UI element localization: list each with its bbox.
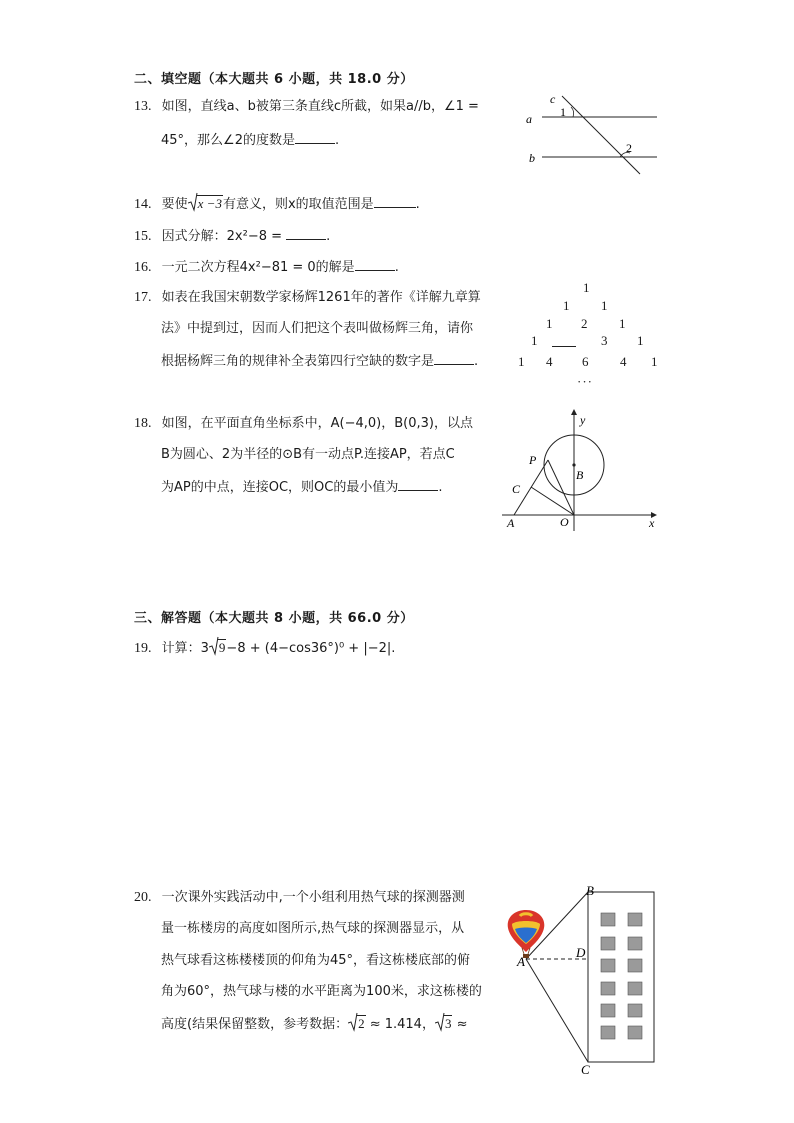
question-18-line2: B为圆心、2为半径的⊙B有一动点P.连接AP，若点C (161, 447, 455, 462)
question-20-line3: 热气球看这栋楼楼顶的仰角为45°，看这栋楼底部的俯 (161, 953, 471, 968)
question-17-line1: 如表在我国宋朝数学家杨辉1261年的著作《详解九章算 (161, 290, 481, 305)
question-18 (134, 415, 473, 432)
window (628, 959, 642, 972)
window (628, 1026, 642, 1039)
yanghui-triangle (505, 280, 675, 400)
balloon-icon (508, 910, 545, 958)
question-13-line2-wrap (161, 131, 339, 149)
radical-sign (209, 636, 219, 656)
question-18-line1: 如图，在平面直角坐标系中，A(−4,0)，B(0,3)，以点 (161, 416, 473, 431)
label-B: B (576, 468, 584, 482)
question-13-line2: 45°，那么∠2的度数是 (161, 133, 295, 148)
window (601, 1026, 615, 1039)
triangle-cell: 1 (619, 316, 626, 331)
answer-blank[interactable] (434, 352, 474, 365)
triangle-ellipsis: ··· (577, 374, 593, 389)
sqrt-expression (188, 195, 223, 213)
question-14-post: 有意义，则x的取值范围是 (222, 197, 374, 212)
parallel-lines-figure (520, 88, 665, 180)
radicand: x −3 (197, 196, 222, 211)
label-A: A (517, 954, 525, 969)
window (601, 937, 615, 950)
question-number: 20. (134, 890, 152, 905)
question-17-line3-wrap (161, 352, 478, 370)
point-B (572, 463, 575, 466)
question-18-line3-wrap (161, 478, 443, 496)
question-20-line2: 量一栋楼房的高度如图所示,热气球的探测器显示，从 (161, 921, 465, 936)
label-C: C (512, 482, 521, 496)
period: . (326, 229, 331, 244)
triangle-cell: 6 (582, 354, 589, 369)
question-20-line5 (161, 1015, 467, 1033)
building (588, 892, 654, 1062)
question-18-line3: 为AP的中点，连接OC，则OC的最小值为 (161, 480, 399, 495)
question-19-pre: 计算：3 (161, 641, 209, 656)
triangle-cell: 1 (531, 333, 538, 348)
question-14 (134, 195, 420, 213)
label-B: B (586, 883, 594, 898)
question-16-text: 一元二次方程4x²−81 = 0的解是 (161, 260, 355, 275)
question-number: 14. (134, 197, 152, 212)
label-x: x (649, 516, 655, 530)
window (601, 1004, 615, 1017)
label-A: A (507, 516, 515, 530)
period: . (474, 354, 479, 369)
question-19 (134, 639, 395, 657)
label-b: b (529, 151, 535, 165)
question-17-line2: 法》中提到过，因而人们把这个表叫做杨辉三角，请你 (161, 321, 474, 336)
question-number: 15. (134, 229, 152, 244)
question-14-pre: 要使 (161, 197, 188, 212)
answer-blank[interactable] (295, 131, 335, 144)
label-a: a (526, 112, 532, 126)
angle-1-arc (571, 107, 574, 117)
coordinate-figure (498, 405, 666, 535)
period: . (438, 480, 443, 495)
triangle-cell: 1 (518, 354, 525, 369)
answer-blank[interactable] (374, 195, 416, 208)
question-17-line3: 根据杨辉三角的规律补全表第四行空缺的数字是 (161, 354, 435, 369)
question-number: 16. (134, 260, 152, 275)
label-2: 2 (626, 141, 632, 155)
radical-sign (348, 1012, 358, 1032)
window (628, 982, 642, 995)
window (601, 913, 615, 926)
question-20-line5-post: ≈ (452, 1017, 468, 1032)
answer-blank[interactable] (398, 478, 438, 491)
radical-sign (435, 1012, 445, 1032)
triangle-cell: 1 (651, 354, 658, 369)
question-15-text: 因式分解：2x²−8 = (161, 229, 283, 244)
label-c: c (550, 92, 556, 106)
line-AC (526, 959, 588, 1062)
triangle-blank-cell[interactable] (552, 333, 576, 347)
window (628, 937, 642, 950)
label-C: C (581, 1062, 590, 1077)
sqrt-expression (435, 1015, 453, 1033)
triangle-cell: 1 (563, 298, 570, 313)
question-16 (134, 258, 399, 276)
question-17 (134, 289, 481, 306)
period: . (334, 133, 340, 148)
period: . (394, 260, 399, 275)
question-number: 13. (134, 99, 152, 114)
triangle-cell: 1 (546, 316, 553, 331)
answer-blank[interactable] (355, 258, 395, 271)
radical-sign (188, 192, 198, 212)
triangle-cell: 1 (637, 333, 644, 348)
radicand: 9 (218, 640, 226, 655)
triangle-cell: 3 (601, 333, 608, 348)
label-y: y (580, 413, 586, 427)
question-number: 17. (134, 290, 152, 305)
window (601, 959, 615, 972)
triangle-cell: 1 (601, 298, 608, 313)
label-D: D (576, 945, 586, 960)
triangle-cell: 1 (583, 280, 590, 295)
question-20 (134, 889, 465, 906)
question-20-line5-pre: 高度(结果保留整数，参考数据： (161, 1017, 349, 1032)
label-O: O (560, 515, 569, 529)
label-1: 1 (560, 105, 566, 119)
window (628, 913, 642, 926)
triangle-cell: 4 (620, 354, 627, 369)
sqrt-expression (348, 1015, 366, 1033)
question-20-line4: 角为60°，热气球与楼的水平距离为100米，求这栋楼的 (161, 984, 482, 999)
question-number: 19. (134, 641, 152, 656)
question-19-post: −8 + (4−cos36°)⁰ + |−2|. (226, 641, 396, 656)
question-20-line5-mid: ≈ 1.414， (365, 1017, 435, 1032)
radicand: 3 (444, 1016, 452, 1031)
question-13 (134, 98, 479, 115)
line-c (562, 96, 640, 174)
sqrt-expression (209, 639, 227, 657)
balloon-building-figure (500, 880, 670, 1078)
question-13-line1: 如图，直线a、b被第三条直线c所截，如果a//b，∠1 = (161, 99, 479, 114)
triangle-cell: 2 (581, 316, 588, 331)
period: . (415, 197, 420, 212)
section-2-title: 二、填空题（本大题共 6 小题，共 18.0 分） (134, 72, 414, 87)
radicand: 2 (358, 1016, 365, 1031)
question-15 (134, 227, 330, 245)
label-P: P (529, 453, 537, 467)
question-number: 18. (134, 416, 152, 431)
question-20-line1: 一次课外实践活动中,一个小组利用热气球的探测器测 (161, 890, 465, 905)
window (628, 1004, 642, 1017)
window (601, 982, 615, 995)
triangle-cell: 4 (546, 354, 553, 369)
answer-blank[interactable] (286, 227, 326, 240)
section-3-title: 三、解答题（本大题共 8 小题，共 66.0 分） (134, 611, 414, 626)
